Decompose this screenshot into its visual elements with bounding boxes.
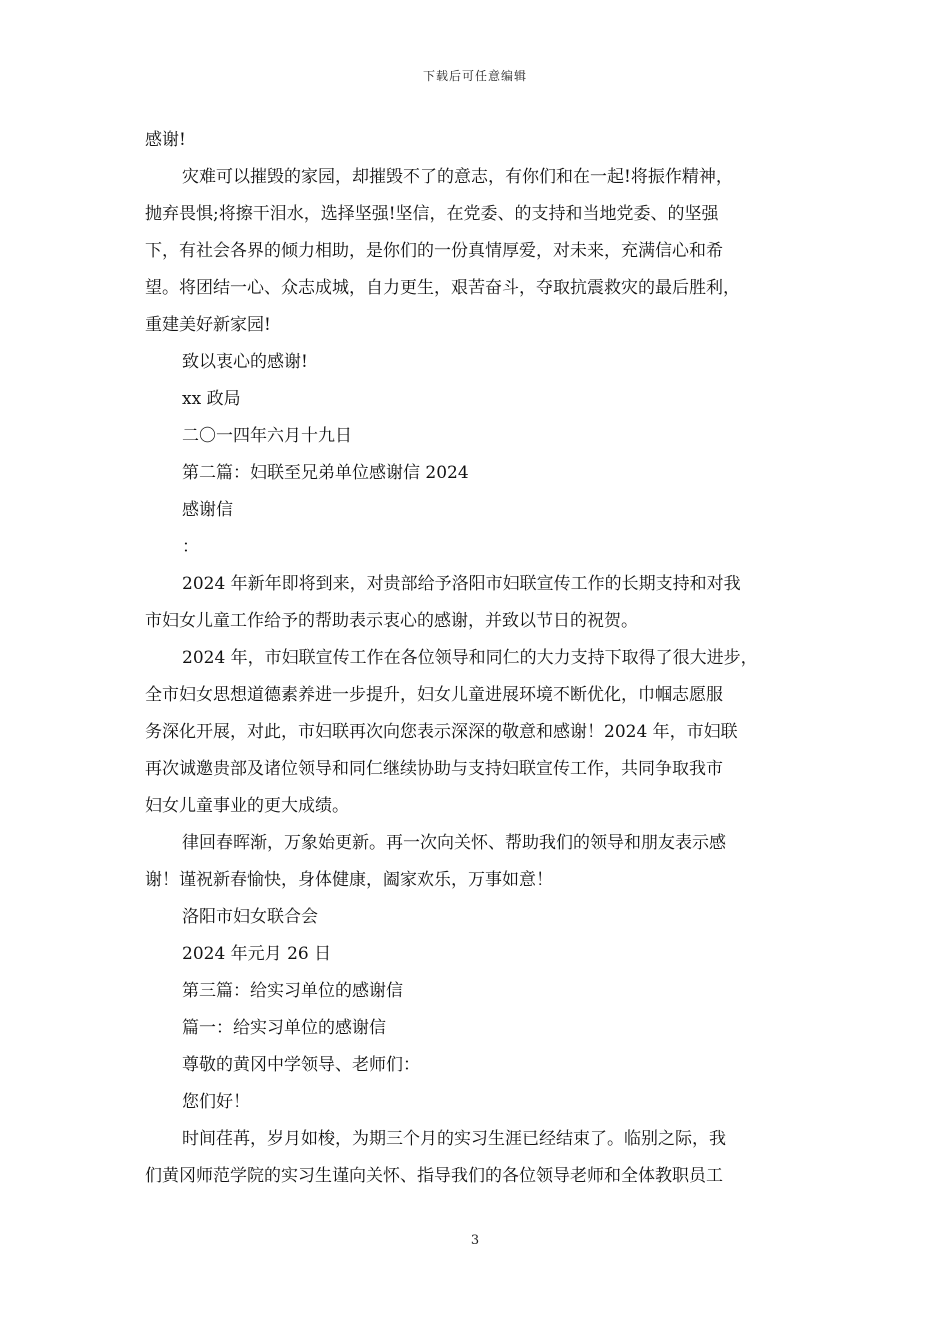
text-line: 再次诚邀贵部及诸位领导和同仁继续协助与支持妇联宣传工作，共同争取我市 bbox=[145, 759, 723, 779]
text-line: 2024 年，市妇联宣传工作在各位领导和同仁的大力支持下取得了很大进步， bbox=[182, 648, 758, 668]
text-line: 致以衷心的感谢! bbox=[182, 352, 308, 372]
document-body bbox=[145, 122, 807, 1195]
section-title: 第二篇：妇联至兄弟单位感谢信 2024 bbox=[182, 463, 469, 483]
salutation-line: ： bbox=[182, 537, 199, 557]
text-line: 市妇女儿童工作给予的帮助表示衷心的感谢，并致以节日的祝贺。 bbox=[145, 611, 638, 631]
page-number: 3 bbox=[470, 1233, 480, 1248]
text-line: 们黄冈师范学院的实习生谨向关怀、指导我们的各位领导老师和全体教职员工 bbox=[145, 1166, 723, 1186]
text-line: 2024 年新年即将到来，对贵部给予洛阳市妇联宣传工作的长期支持和对我 bbox=[182, 574, 741, 594]
text-line: 抛弃畏惧;将擦干泪水，选择坚强!坚信，在党委、的支持和当地党委、的坚强 bbox=[145, 204, 719, 224]
text-line: 全市妇女思想道德素养进一步提升，妇女儿童进展环境不断优化，巾帼志愿服 bbox=[145, 685, 723, 705]
greeting-line: 您们好！ bbox=[182, 1092, 250, 1112]
text-line: 妇女儿童事业的更大成绩。 bbox=[145, 796, 349, 816]
text-line: 时间荏苒，岁月如梭，为期三个月的实习生涯已经结束了。临别之际，我 bbox=[182, 1129, 726, 1149]
text-line: 望。将团结一心、众志成城，自力更生，艰苦奋斗，夺取抗震救灾的最后胜利， bbox=[145, 278, 740, 298]
date-line: 2024 年元月 26 日 bbox=[182, 944, 332, 964]
text-line: xx 政局 bbox=[182, 389, 241, 409]
text-line: 谢！谨祝新春愉快，身体健康，阖家欢乐，万事如意！ bbox=[145, 870, 553, 890]
page-header: 下载后可任意编辑 bbox=[422, 69, 527, 83]
text-line: 律回春晖渐，万象始更新。再一次向关怀、帮助我们的领导和朋友表示感 bbox=[182, 833, 726, 853]
section-title: 第三篇：给实习单位的感谢信 bbox=[182, 981, 403, 1001]
letter-title: 感谢信 bbox=[182, 500, 233, 520]
text-line: 灾难可以摧毁的家园，却摧毁不了的意志，有你们和在一起!将振作精神， bbox=[182, 167, 733, 187]
date-line: 二〇一四年六月十九日 bbox=[182, 426, 352, 446]
salutation-line: 尊敬的黄冈中学领导、老师们： bbox=[182, 1055, 420, 1075]
text-line: 务深化开展，对此，市妇联再次向您表示深深的敬意和感谢！2024 年，市妇联 bbox=[145, 722, 738, 742]
text-line: 感谢! bbox=[145, 130, 186, 150]
text-line: 下，有社会各界的倾力相助，是你们的一份真情厚爱，对未来，充满信心和希 bbox=[145, 241, 723, 261]
signature-line: 洛阳市妇女联合会 bbox=[182, 907, 318, 927]
text-line: 重建美好新家园! bbox=[145, 315, 271, 335]
section-title: 篇一：给实习单位的感谢信 bbox=[182, 1018, 386, 1038]
